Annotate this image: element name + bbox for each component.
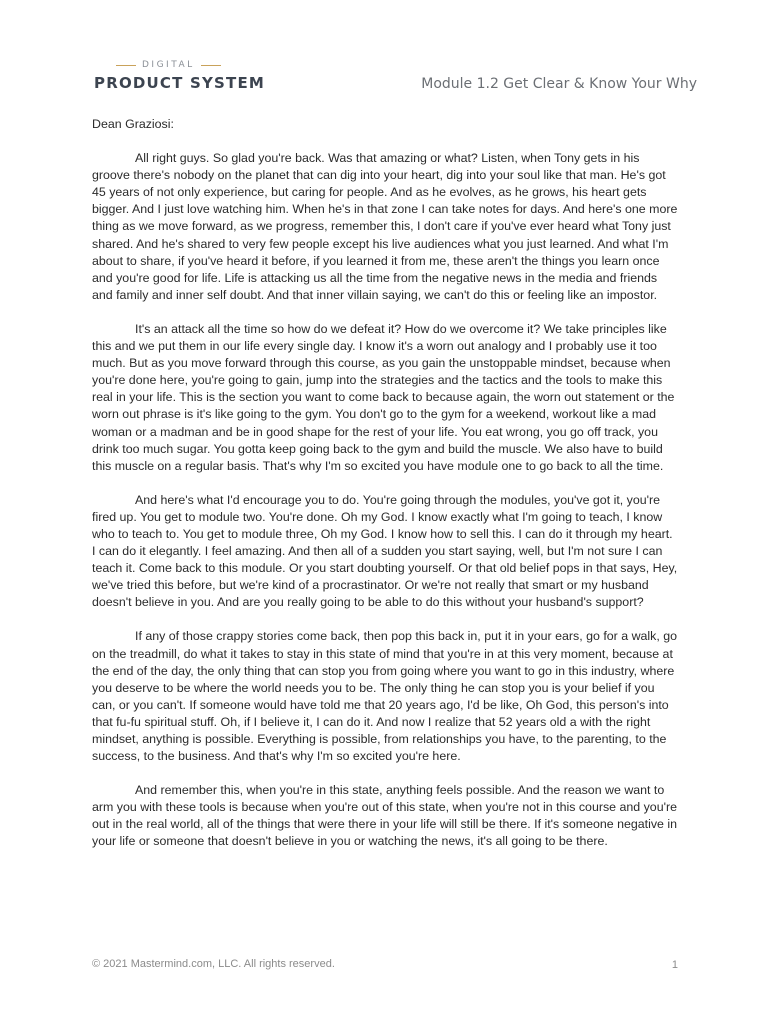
page-number: 1 <box>671 959 678 971</box>
logo-subtitle: DIGITAL <box>142 60 195 70</box>
logo-wordmark: PRODUCT SYSTEM <box>94 74 266 92</box>
transcript-body <box>92 116 678 868</box>
module-title: Module 1.2 Get Clear & Know Your Why <box>421 76 697 92</box>
paragraph: And here's what I'd encourage you to do. You're going through the modules, you've got it, you're fired up. You get to module two. You're done. Oh my God. I know exactly what I'm going to teach, I know who to teach to. You get to module three, Oh my God. I know how to sell this. I can do it through my heart. I can do it elegantly. I feel amazing. And then all of a sudden you start saying, well, but I'm not sure I can teach it. Come back to this module. Or you start doubting yourself. Or that old belief pops in that says, Hey, we've tried this before, but we're kind of a procrastinator. Or we're not really that smart or my husband doesn't believe in you. And are you really going to be able to do this without your husband's support? <box>92 492 678 610</box>
paragraph: And remember this, when you're in this state, anything feels possible. And the reason we want to arm you with these tools is because when you're out of this state, when you're not in this course and you're out in the real world, all of the things that were there in your life will still be there. If it's someone negative in your life or someone that doesn't believe in you or watching the news, it's all going to be there. <box>92 783 678 849</box>
paragraph: It's an attack all the time so how do we defeat it? How do we overcome it? We take principles like this and we put them in our life every single day. I know it's a worn out analogy and I probably use it too much. But as you move forward through this course, as you gain the unstoppable mindset, because when you're done here, you're going to gain, jump into the strategies and the tactics and the tools to make this real in your life. This is the section you want to come back to because again, the worn out statement or the worn out phrase is it's like going to the gym. You don't go to the gym for a weekend, workout like a mad woman or a madman and be in good shape for the rest of your life. You eat wrong, you go off track, you drink too much sugar. You gotta keep going back to the gym and build the muscle. We also have to build this muscle on a regular basis. That's why I'm so excited you have module one to go back to all the time. <box>92 321 675 473</box>
brand-logo <box>94 58 266 92</box>
paragraph: If any of those crappy stories come back, then pop this back in, put it in your ears, go for a walk, go on the treadmill, do what it takes to stay in this state of mind that you're in at this very moment, because at the end of the day, the only thing that can stop you from going where you want to go in this industry, where you deserve to be where the world needs you to be. The only thing he can stop you is your belief if you can, or you can't. If someone would have told me that 20 years ago, I'd be like, Oh God, this person's into that fu-fu spiritual stuff. Oh, if I believe it, I can do it. And now I realize that 52 years old a with the right mindset, anything is possible. Everything is possible, from relationships you have, to the parenting, to the success, to the business. And that's why I'm so excited you're here. <box>92 629 678 764</box>
speaker-name: Dean Graziosi: <box>92 117 174 131</box>
page-header <box>0 0 768 110</box>
logo-rule-left <box>116 65 136 66</box>
paragraph: All right guys. So glad you're back. Was that amazing or what? Listen, when Tony gets in his groove there's nobody on the planet that can dig into your heart, dig into your soul like that man. He's got 45 years of not only experience, but caring for people. And as he evolves, as he grows, his heart gets bigger. And I just love watching him. When he's in that zone I can take notes for days. And here's one more thing as we move forward, as we progress, remember this, I don't care if you've ever heard what Tony just shared. And he's shared to very few people except his live audiences what you just learned. And what I'm about to share, if you've heard it before, if you learned it from me, these aren't the things you learn once and you're good for life. Life is attacking us all the time from the negative news in the media and friends and family and inner self doubt. And that inner villain saying, we can't do this or feeling like an impostor. <box>92 151 678 302</box>
logo-rule-right <box>201 65 221 66</box>
copyright-notice: © 2021 Mastermind.com, LLC. All rights reserved. <box>92 958 335 970</box>
logo-top-row <box>94 58 244 72</box>
